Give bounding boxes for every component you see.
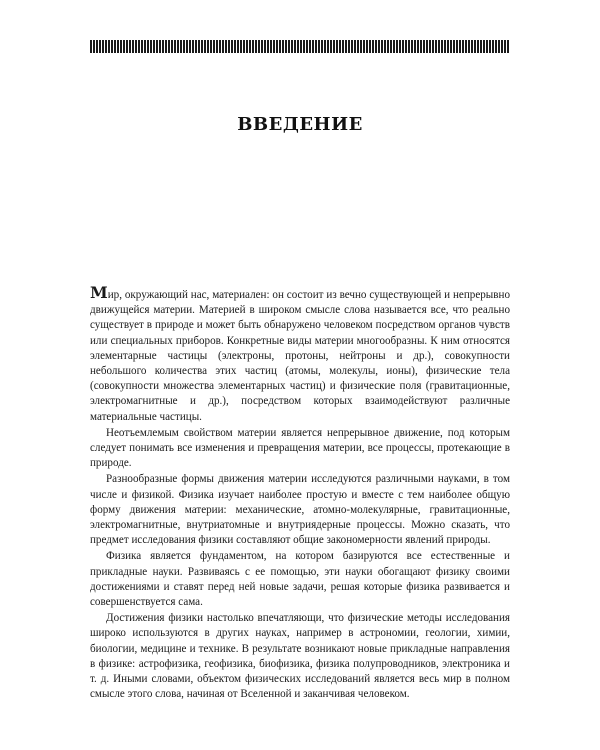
paragraph-3: Разнообразные формы движения материи исследуются различными науками, в том числе и физикой. Физика изучает наиболее простую и вместе с тем наиболее общую форму движения материи: механические, атомно-молекулярные, гравитационные, электромагнитные, внутриатомные и внутриядерные процессы. Можно сказать, что предмет исследования физики составляют общие закономерности явлений природы. xyxy=(90,473,510,547)
initial-letter: М xyxy=(90,283,108,302)
header-striped-rule xyxy=(90,40,510,53)
paragraph-2: Неотъемлемым свойством материи является непрерывное движение, под которым следует понимать все изменения и превращения материи, все процессы, протекающие в природе. xyxy=(90,426,510,470)
paragraph-1-text: ир, окружающий нас, материален: он состоит из вечно существующей и непрерывно движущейся материи. Материей в широком смысле слова называется все, что реально существует в природе и может быть обнаружено человеком посредством органов чувств или специальных приборов. Конкретные виды материи многообразны. К ним относятся элементарные частицы (электроны, протоны, нейтроны и др.), совокупности небольшого количества этих частиц (атомы, молекулы, ионы), физические тела (совокупности множества элементарных частиц) и физические поля (гравитационные, электромагнитные и др.), посредством которых взаимодействуют различные материальные частицы. xyxy=(90,289,510,423)
paragraph-4: Физика является фундаментом, на котором базируются все естественные и прикладные науки. Развиваясь с ее помощью, эти науки обогащают физику своими достижениями и ставят перед ней новые задачи, решая которые физика развивается и совершенствуется сама. xyxy=(90,550,510,609)
body-text xyxy=(90,283,510,702)
paragraph-5: Достижения физики настолько впечатляющи, что физические методы исследования широко используются в других науках, например в астрономии, геологии, химии, биологии, медицине и технике. В результате возникают новые прикладные направления в физике: астрофизика, геофизика, биофизика, физика полупроводников, электроника и т. д. Иными словами, объектом физических исследований является весь мир в полном смысле этого слова, начиная от Вселенной и заканчивая человеком. xyxy=(90,612,510,701)
paragraph-1 xyxy=(90,283,510,425)
chapter-title: ВВЕДЕНИЕ xyxy=(237,114,363,135)
